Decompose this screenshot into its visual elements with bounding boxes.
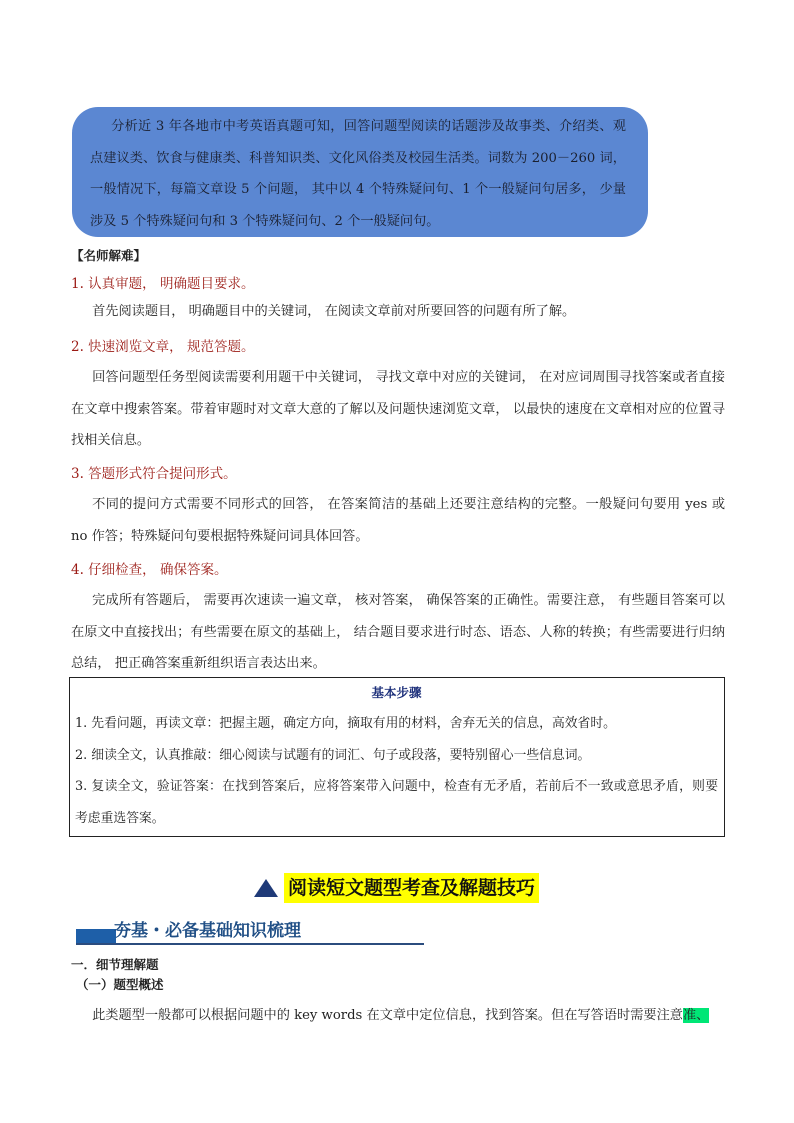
section-title [254, 873, 539, 903]
banner-text: 夯基・必备基础知识梳理 [114, 921, 301, 941]
triangle-icon [254, 879, 278, 897]
tip-heading-2: 2. 快速浏览文章， 规范答题。 [71, 339, 255, 355]
tip-body-3: 不同的提问方式需要不同形式的回答， 在答案简洁的基础上还要注意结构的完整。一般疑问句要用 yes 或 no 作答；特殊疑问句要根据特殊疑问词具体回答。 [71, 497, 726, 544]
tip-heading-4: 4. 仔细检查， 确保答案。 [71, 562, 228, 578]
step-item-2: 2. 细读全文，认真推敲：细心阅读与试题有的词汇、句子或段落，要特别留心一些信息词。 [75, 747, 591, 763]
overview-highlight: 准、 [682, 1008, 710, 1023]
basic-steps-box [69, 677, 725, 837]
steps-title: 基本步骤 [371, 685, 422, 700]
step-item-1: 1. 先看问题，再读文章：把握主题，确定方向，摘取有用的材料，舍弃无关的信息，高效省时。 [75, 716, 616, 731]
overview-paragraph [71, 1004, 731, 1028]
overview-text: 此类题型一般都可以根据问题中的 key words 在文章中定位信息，找到答案。但在写答语时需要注意 [92, 1008, 683, 1023]
knowledge-banner [76, 918, 424, 945]
intro-summary-box [72, 107, 648, 237]
expert-label: 【名师解难】 [71, 248, 147, 263]
subheading-detail: 一．细节理解题 [71, 957, 159, 972]
section-title-text: 阅读短文题型考查及解题技巧 [284, 873, 539, 903]
banner-accent-bar [76, 929, 116, 943]
tip-heading-1: 1. 认真审题， 明确题目要求。 [71, 276, 255, 292]
tip-body-1: 首先阅读题目， 明确题目中的关键词， 在阅读文章前对所要回答的问题有所了解。 [92, 304, 576, 319]
subheading-overview: （一）题型概述 [76, 977, 164, 992]
step-item-3: 3. 复读全文，验证答案：在找到答案后，应将答案带入问题中，检查有无矛盾，若前后不一致或意思矛盾，则要考虑重选答案。 [75, 779, 718, 826]
intro-text: 分析近 3 年各地市中考英语真题可知，回答问题型阅读的话题涉及故事类、介绍类、观点建议类、饮食与健康类、科普知识类、文化风俗类及校园生活类。词数为 200－260 词，一般情况下，每篇文章设 5 个问题， 其中以 4 个特殊疑问句、1 个一般疑问句居多， 少量涉及 5 个特殊疑问句和 3 个特殊疑问句、2 个一般疑问句。 [90, 119, 626, 229]
tip-heading-3: 3. 答题形式符合提问形式。 [71, 466, 237, 482]
tip-body-2: 回答问题型任务型阅读需要利用题干中关键词， 寻找文章中对应的关键词， 在对应词周围寻找答案或者直接在文章中搜索答案。带着审题时对文章大意的了解以及问题快速浏览文章， 以最快的速度在文章相对应的位置寻找相关信息。 [71, 370, 725, 448]
tip-body-4: 完成所有答题后， 需要再次速读一遍文章， 核对答案， 确保答案的正确性。需要注意， 有些题目答案可以在原文中直接找出；有些需要在原文的基础上， 结合题目要求进行时态、语态、人称的转换；有些需要进行归纳总结， 把正确答案重新组织语言表达出来。 [71, 593, 725, 671]
